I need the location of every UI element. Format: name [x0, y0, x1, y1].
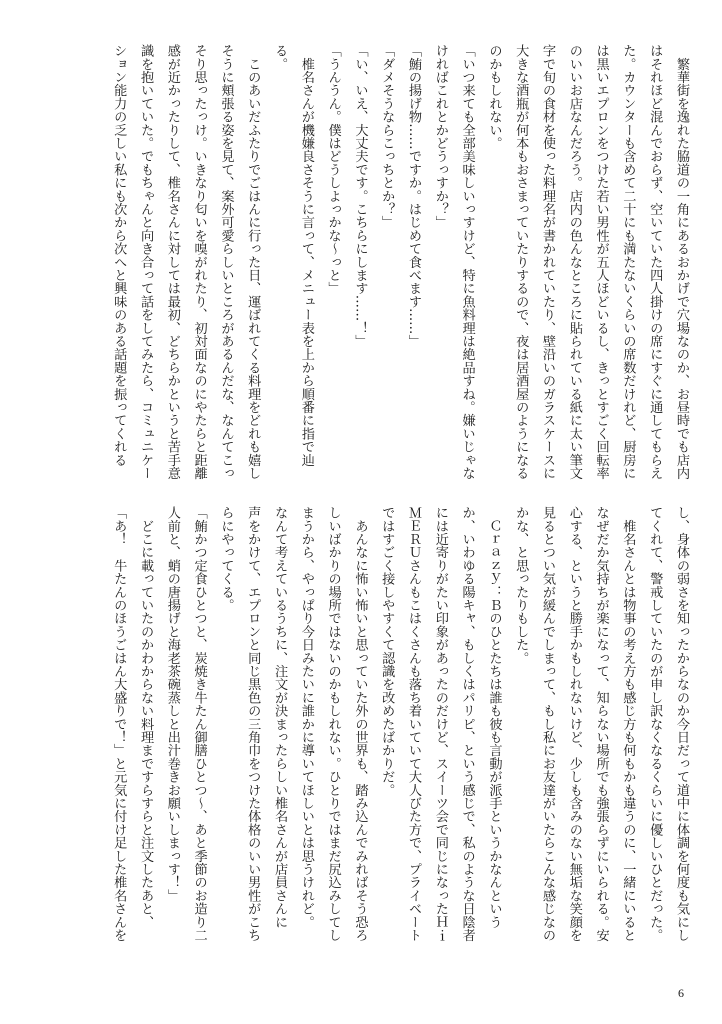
text-line: このあいだふたりでごはんに行った日、運ばれてくる料理をどれも嬉し — [245, 44, 261, 480]
text-line: 字で旬の食材を使った料理名が書かれていたり、壁沿いのガラスケースに — [540, 44, 556, 480]
text-line: 識を抱いていた。でもちゃんと向き合って話をしてみたら、コミュニケー — [138, 44, 154, 480]
text-line: 感が近かったりして、椎名さんに対しては最初、どちらかというと苦手意 — [164, 44, 180, 480]
text-line: 「鮪かつ定食ひとつと、炭焼き牛たん御膳ひとつ～、あと季節のお造り二 — [191, 506, 207, 942]
text-line: 「いつ来ても全部美味しいっすけど、特に魚料理は絶品すね。嫌いじゃな — [459, 44, 475, 480]
text-line: どこに載っていたのかわからない料理まですらすらと注文したあと、 — [138, 506, 154, 929]
text-line: のかもしれない。 — [486, 44, 502, 150]
text-line: そり思ったっけ。いきなり匂いを嗅がれたり、初対面なのにやたらと距離 — [191, 44, 207, 480]
text-line: あんなに怖い怖いと思っていた外の世界も、踏み込んでみればそう恐ろ — [352, 506, 368, 942]
text-line: ではすごく接しやすくて認識を改めたばかりだ。 — [379, 506, 395, 797]
text-line: かな、と思ったりもした。 — [513, 506, 529, 665]
text-line: 椎名さんが機嫌良さそうに言って、メニュー表を上から順番に指で辿 — [298, 44, 314, 467]
text-line: 「あ！ 牛たんのほうごはん大盛りで！」と元気に付け足した椎名さんを — [111, 506, 127, 942]
text-line: は黒いエプロンをつけた若い男性が五人ほどいるし、きっとすごく回転率 — [593, 44, 609, 480]
page-number: 6 — [678, 986, 684, 1000]
text-line: 繁華街を逸れた脇道の一角にあるおかげで穴場なのか、お昼時でも店内 — [674, 44, 689, 480]
text-line: 「鮪の揚げ物……ですか。はじめて食べます……」 — [406, 44, 422, 348]
text-line: なぜだか気持ちが楽になって、知らない場所でも強張らずにいられる。安 — [593, 506, 609, 942]
text-line: る。 — [272, 44, 288, 71]
text-line: Ｃｒａｚｙ：Ｂのひとたちは誰も彼も言動が派手というかなんという — [486, 506, 502, 929]
text-line: 心する、というと勝手かもしれないけど、少しも含みのない無垢な笑顔を — [566, 506, 582, 942]
text-line: ければこれとかどうっすか？」 — [432, 44, 448, 229]
text-line: には近寄りがたい印象があったのだけど、スイーツ会で同じになったＨｉ — [432, 506, 448, 942]
text-line: し、身体の弱さを知ったからなのか今日だって道中に体調を何度も気にし — [674, 506, 689, 942]
text-line: なんて考えているうちに、注文が決まったらしい椎名さんが店員さんに — [272, 506, 288, 929]
text-line: 声をかけて、エプロンと同じ黒色の三角巾をつけた体格のいい男性がこち — [245, 506, 261, 942]
text-line: 人前と、蛸の唐揚げと海老茶碗蒸しと出汁巻きお願いしまっす！」 — [164, 506, 180, 902]
text-line: てくれて、警戒していたのが申し訳なくなるくらいに優しいひとだった。 — [647, 506, 663, 942]
text-line: しいばかりの場所ではないのかもしれない。ひとりではまだ尻込みしてし — [325, 506, 341, 942]
text-line: らにやってくる。 — [218, 506, 234, 612]
text-line: た。カウンターも含めて二十にも満たないくらいの席数だけれど、厨房に — [620, 44, 636, 480]
text-line: 見るとつい気が緩んでしまって、もし私にお友達がいたらこんな感じなの — [540, 506, 556, 942]
text-line: そうに頬張る姿を見て、案外可愛らしいところがあるんだな、なんてこっ — [218, 44, 234, 480]
text-line: まうから、やっぱり今日みたいに誰かに導いてほしいとは思うけれど。 — [298, 506, 314, 929]
text-line: ＭＥＲＵさんもこはくさんも落ち着いていて大人びた方で、プライベート — [406, 506, 422, 942]
text-line: 椎名さんとは物事の考え方も感じ方も何もかも違うのに、一緒にいると — [620, 506, 636, 942]
text-line: か、いわゆる陽キャ、もしくはパリピ、という感じで、私のような日陰者 — [459, 506, 475, 942]
text-block-top — [94, 44, 694, 489]
text-block-bottom — [94, 506, 694, 951]
text-line: 「い、いえ、大丈夫です。こちらにします……！」 — [352, 44, 368, 348]
text-line: はそれほど混んでおらず、空いていた四人掛けの席にすぐに通してもらえ — [647, 44, 663, 480]
text-line: 「うんうん。僕はどうしよっかな～っと」 — [325, 44, 341, 295]
text-line: 「ダメそうならこっちとか？」 — [379, 44, 395, 229]
text-line: ション能力の乏しい私にも次から次へと興味のある話題を振ってくれる — [111, 44, 127, 467]
text-line: 大きな酒瓶が何本もおさまっていたりするので、夜は居酒屋のようになる — [513, 44, 529, 480]
text-line: のいいお店なんだろう。店内の色んなところに貼られている紙に太い筆文 — [566, 44, 582, 480]
